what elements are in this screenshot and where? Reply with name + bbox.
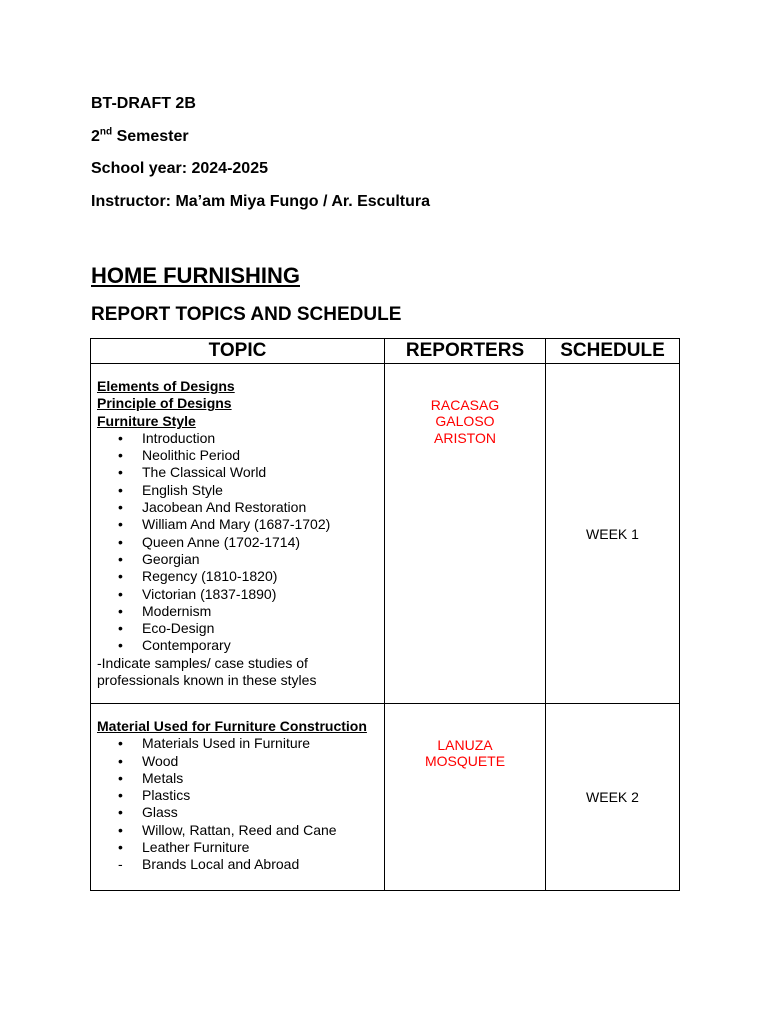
semester-number: 2	[91, 127, 100, 145]
topic-heading: Material Used for Furniture Construction	[97, 718, 367, 734]
instructor: Instructor: Ma’am Miya Fungo / Ar. Escultura	[91, 192, 431, 210]
school-year: School year: 2024-2025	[91, 160, 268, 177]
column-header-schedule: SCHEDULE	[546, 339, 680, 364]
topic-cell	[91, 364, 385, 704]
topic-list	[97, 735, 378, 873]
list-item: • William And Mary (1687-1702)	[142, 516, 378, 533]
list-item: • Plastics	[142, 787, 378, 804]
reporter-name: GALOSO	[435, 413, 495, 430]
document-title: HOME FURNISHING	[91, 263, 300, 288]
list-item: • Victorian (1837-1890)	[142, 586, 378, 603]
reporter-name: LANUZA	[437, 737, 493, 753]
list-item: • Metals	[142, 770, 378, 787]
table-row	[91, 364, 680, 704]
reporters-cell	[385, 364, 546, 704]
topic-note: -Indicate samples/ case studies of	[97, 654, 308, 671]
list-item: • Georgian	[142, 551, 378, 568]
column-header-reporters: REPORTERS	[385, 339, 546, 364]
course-code: BT-DRAFT 2B	[91, 95, 196, 112]
column-header-topic: TOPIC	[91, 339, 385, 364]
list-item: • Queen Anne (1702-1714)	[142, 534, 378, 551]
reporter-name: MOSQUETE	[424, 753, 506, 770]
document-subtitle: REPORT TOPICS AND SCHEDULE	[91, 304, 402, 325]
reporters-cell	[385, 704, 546, 891]
list-item: • The Classical World	[142, 464, 378, 481]
list-item: • Contemporary	[142, 637, 378, 654]
reporter-name: RACASAG	[430, 397, 500, 413]
list-item: • Materials Used in Furniture	[142, 735, 378, 752]
topic-list	[97, 430, 378, 655]
table-row	[91, 704, 680, 891]
topic-note: professionals known in these styles	[97, 672, 317, 689]
list-item: • Eco-Design	[142, 620, 378, 637]
table-header-row	[91, 339, 680, 364]
list-item: • Modernism	[142, 603, 378, 620]
semester-line	[91, 125, 430, 149]
semester-ordinal: nd	[99, 126, 113, 138]
topic-heading: Principle of Designs	[97, 395, 232, 412]
topic-cell	[91, 704, 385, 891]
list-item: • Neolithic Period	[142, 447, 378, 464]
list-item: • Glass	[142, 804, 378, 821]
list-item: • Regency (1810-1820)	[142, 568, 378, 585]
list-item: • Wood	[142, 753, 378, 770]
topic-heading: Furniture Style	[97, 412, 196, 429]
schedule-cell: WEEK 2	[546, 704, 680, 891]
topic-heading: Elements of Designs	[97, 378, 235, 394]
list-item: • Willow, Rattan, Reed and Cane	[142, 822, 378, 839]
schedule-cell: WEEK 1	[546, 364, 680, 704]
reporter-name: ARISTON	[434, 429, 496, 446]
report-schedule-table	[90, 338, 680, 891]
semester-word: Semester	[112, 127, 189, 145]
list-item: • Leather Furniture	[142, 839, 378, 856]
list-item: • English Style	[142, 482, 378, 499]
list-item: - Brands Local and Abroad	[142, 856, 378, 873]
list-item: • Introduction	[142, 430, 378, 447]
list-item: • Jacobean And Restoration	[142, 499, 378, 516]
course-info	[91, 92, 430, 222]
